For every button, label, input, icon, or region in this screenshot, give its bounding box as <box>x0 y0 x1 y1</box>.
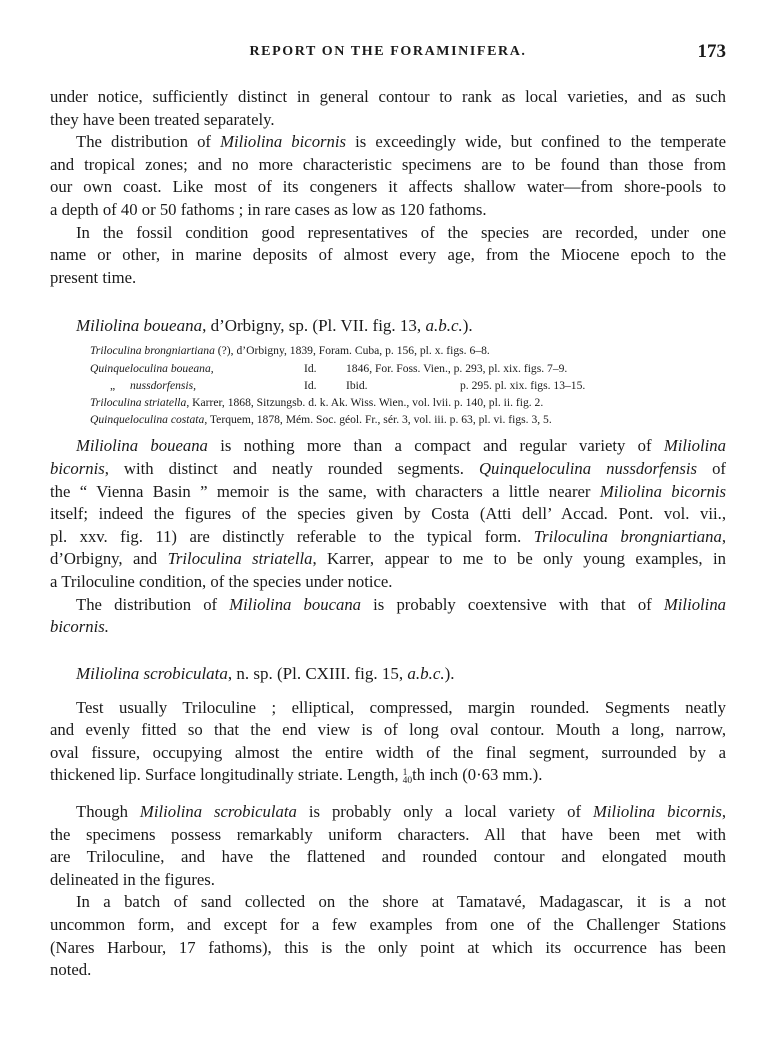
taxon-name: Miliolina bicornis <box>220 132 347 152</box>
text-line: delineated in the figures. <box>50 869 215 889</box>
text-line: oval fissure, occupying almost the entire width of the final segment, surrounded by a <box>50 742 726 762</box>
text-line: Test usually Triloculine ; elliptical, compressed, margin rounded. Segments neatly <box>76 697 726 717</box>
text-line: and tropical zones; and no more characteristic specimens are to be found than those from <box>50 154 726 174</box>
synonymy-entry: Triloculina brongniartiana (?), d’Orbigny, 1839, Foram. Cuba, p. 156, pl. x. figs. 6–8. <box>90 344 490 358</box>
fraction: 1 40 <box>402 768 413 787</box>
text-line: are Triloculine, and have the flattened and rounded contour and elongated mouth <box>50 847 726 867</box>
text-line: the “ Vienna Basin ” memoir is the same, with characters a little nearer Miliolina bicornis <box>50 481 726 501</box>
text-line: Though Miliolina scrobiculata is probably only a local variety of Miliolina bicornis, <box>76 802 726 822</box>
text-line: a Triloculine condition, of the species under notice. <box>50 571 393 591</box>
species-heading-boueana: Miliolina boueana, d’Orbigny, sp. (Pl. VII. fig. 13, a.b.c.). <box>76 316 473 336</box>
text-line: under notice, sufficiently distinct in general contour to rank as local varieties, and as such <box>50 87 726 106</box>
text-line: a depth of 40 or 50 fathoms ; in rare cases as low as 120 fathoms. <box>50 199 487 219</box>
text-line: noted. <box>50 960 92 980</box>
text-line: itself; indeed the figures of the species given by Costa (Atti dell’ Accad. Pont. vol. vii., <box>50 504 726 524</box>
synonymy-entry: Quinqueloculina costata, Terquem, 1878, Mém. Soc. géol. Fr., sér. 3, vol. iii. p. 63, pl. vi. figs. 3, 5. <box>90 413 552 427</box>
running-title: REPORT ON THE FORAMINIFERA. <box>249 44 527 59</box>
page-body <box>50 86 726 982</box>
text-line: Miliolina boueana is nothing more than a compact and regular variety of Miliolina <box>76 436 726 456</box>
text-line: present time. <box>50 267 137 287</box>
text-line: The distribution of Miliolina boucana is probably coextensive with that of Miliolina <box>76 594 727 614</box>
text-line: uncommon form, and except for a few examples from one of the Challenger Stations <box>50 915 726 935</box>
text-line: bicornis. <box>50 617 109 637</box>
text-line: our own coast. Like most of its congeners it affects shallow water—from shore-pools to <box>50 177 726 197</box>
species-heading-scrobiculata: Miliolina scrobiculata, n. sp. (Pl. CXIII. fig. 15, a.b.c.). <box>76 663 455 683</box>
text-line: they have been treated separately. <box>50 109 275 129</box>
synonymy-entry: „ nussdorfensis, Id. Ibid. p. 295. pl. xix. figs. 13–15. <box>110 378 586 392</box>
synonymy-list <box>50 342 726 428</box>
text-line: name or other, in marine deposits of almost every age, from the Miocene epoch to the <box>50 245 726 265</box>
text-line: and evenly fitted so that the end view is of long oval contour. Mouth a long, narrow, <box>50 720 726 740</box>
synonymy-entry: Triloculina striatella, Karrer, 1868, Sitzungsb. d. k. Ak. Wiss. Wien., vol. lvii. p. 140, pl. ii. fig. 2. <box>90 395 544 409</box>
text-line: bicornis, with distinct and neatly rounded segments. Quinqueloculina nussdorfensis of <box>50 458 726 478</box>
text-line: (Nares Harbour, 17 fathoms), this is the only point at which its occurrence has been <box>50 937 726 957</box>
text-line: pl. xxv. fig. 11) are distinctly referable to the typical form. Triloculina brongniartiana, <box>50 526 726 546</box>
text-line: the specimens possess remarkably uniform characters. All that have been met with <box>50 824 726 844</box>
text-line: d’Orbigny, and Triloculina striatella, Karrer, appear to me to be only young examples, in <box>50 549 726 569</box>
page-number: 173 <box>697 41 726 62</box>
text-line: The distribution of Miliolina bicornis is exceedingly wide, but confined to the temperate <box>76 132 727 152</box>
synonymy-entry: Quinqueloculina boueana, Id. 1846, For. Foss. Vien., p. 293, pl. xix. figs. 7–9. <box>90 361 568 375</box>
text-line: In a batch of sand collected on the shore at Tamatavé, Madagascar, it is a not <box>76 892 726 912</box>
text-line: thickened lip. Surface longitudinally striate. Length, 1 40th inch (0·63 mm.). <box>50 765 543 787</box>
text-line: In the fossil condition good representatives of the species are recorded, under one <box>76 222 726 242</box>
page-header <box>50 41 726 68</box>
